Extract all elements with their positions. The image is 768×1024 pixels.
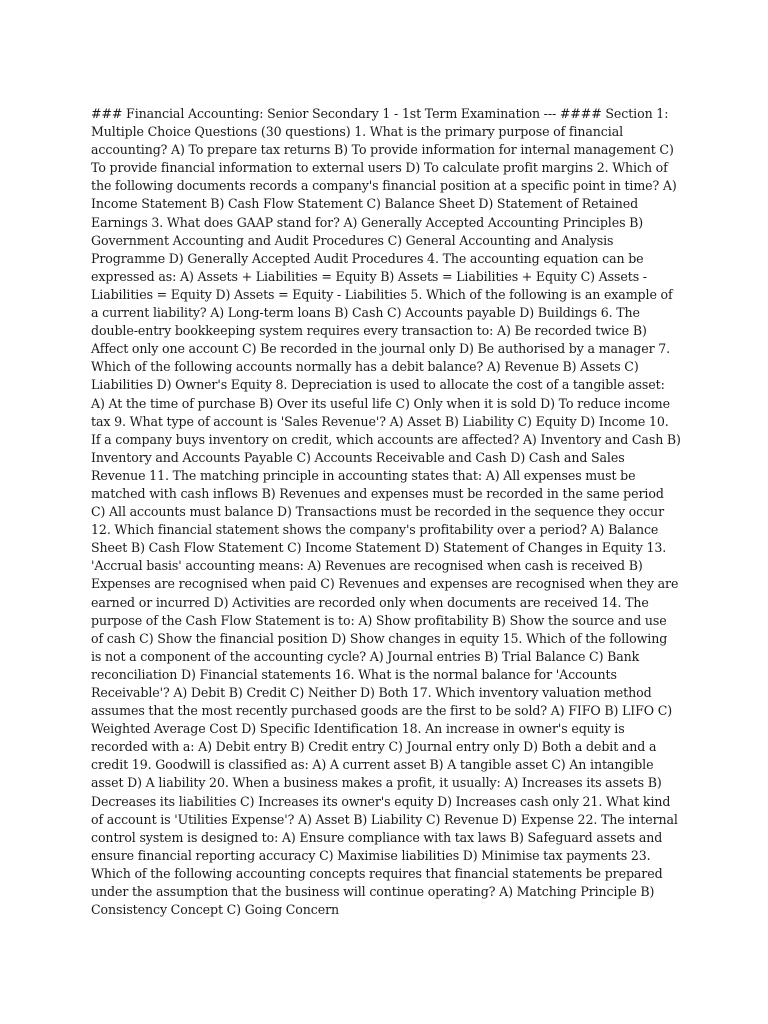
exam-text-block: ### Financial Accounting: Senior Secondary 1 - 1st Term Examination --- #### Section 1: Multiple Choice Questions (30 questions) 1. What is the primary purpose of financial accounting? A) To prepare tax returns B) To provide information for internal management C) To provide financial information to external users D) To calculate profit margins 2. Which of the following documents records a company's financial position at a specific point in time? A) Income Statement B) Cash Flow Statement C) Balance Sheet D) Statement of Retained Earnings 3. What does GAAP stand for? A) Generally Accepted Accounting Principles B) Government Accounting and Audit Procedures C) General Accounting and Analysis Programme D) Generally Accepted Audit Procedures 4. The accounting equation can be expressed as: A) Assets + Liabilities = Equity B) Assets = Liabilities + Equity C) Assets - Liabilities = Equity D) Assets = Equity - Liabilities 5. Which of the following is an example of a current liability? A) Long-term loans B) Cash C) Accounts payable D) Buildings 6. The double-entry bookkeeping system requires every transaction to: A) Be recorded twice B) Affect only one account C) Be recorded in the journal only D) Be authorised by a manager 7. Which of the following accounts normally has a debit balance? A) Revenue B) Assets C) Liabilities D) Owner's Equity 8. Depreciation is used to allocate the cost of a tangible asset: A) At the time of purchase B) Over its useful life C) Only when it is sold D) To reduce income tax 9. What type of account is 'Sales Revenue'? A) Asset B) Liability C) Equity D) Income 10. If a company buys inventory on credit, which accounts are affected? A) Inventory and Cash B) Inventory and Accounts Payable C) Accounts Receivable and Cash D) Cash and Sales Revenue 11. The matching principle in accounting states that: A) All expenses must be matched with cash inflows B) Revenues and expenses must be recorded in the same period C) All accounts must balance D) Transactions must be recorded in the sequence they occur 12. Which financial statement shows the company's profitability over a period? A) Balance Sheet B) Cash Flow Statement C) Income Statement D) Statement of Changes in Equity 13. 'Accrual basis' accounting means: A) Revenues are recognised when cash is received B) Expenses are recognised when paid C) Revenues and expenses are recognised when they are earned or incurred D) Activities are recorded only when documents are received 14. The purpose of the Cash Flow Statement is to: A) Show profitability B) Show the source and use of cash C) Show the financial position D) Show changes in equity 15. Which of the following is not a component of the accounting cycle? A) Journal entries B) Trial Balance C) Bank reconciliation D) Financial statements 16. What is the normal balance for 'Accounts Receivable'? A) Debit B) Credit C) Neither D) Both 17. Which inventory valuation method assumes that the most recently purchased goods are the first to be sold? A) FIFO B) LIFO C) Weighted Average Cost D) Specific Identification 18. An increase in owner's equity is recorded with a: A) Debit entry B) Credit entry C) Journal entry only D) Both a debit and a credit 19. Goodwill is classified as: A) A current asset B) A tangible asset C) An intangible asset D) A liability 20. When a business makes a profit, it usually: A) Increases its assets B) Decreases its liabilities C) Increases its owner's equity D) Increases cash only 21. What kind of account is 'Utilities Expense'? A) Asset B) Liability C) Revenue D) Expense 22. The internal control system is designed to: A) Ensure compliance with tax laws B) Safeguard assets and ensure financial reporting accuracy C) Maximise liabilities D) Minimise tax payments 23. Which of the following accounting concepts requires that financial statements be prepared under the assumption that the business will continue operating? A) Matching Principle B) Consistency Concept C) Going Concern [91, 106, 681, 918]
